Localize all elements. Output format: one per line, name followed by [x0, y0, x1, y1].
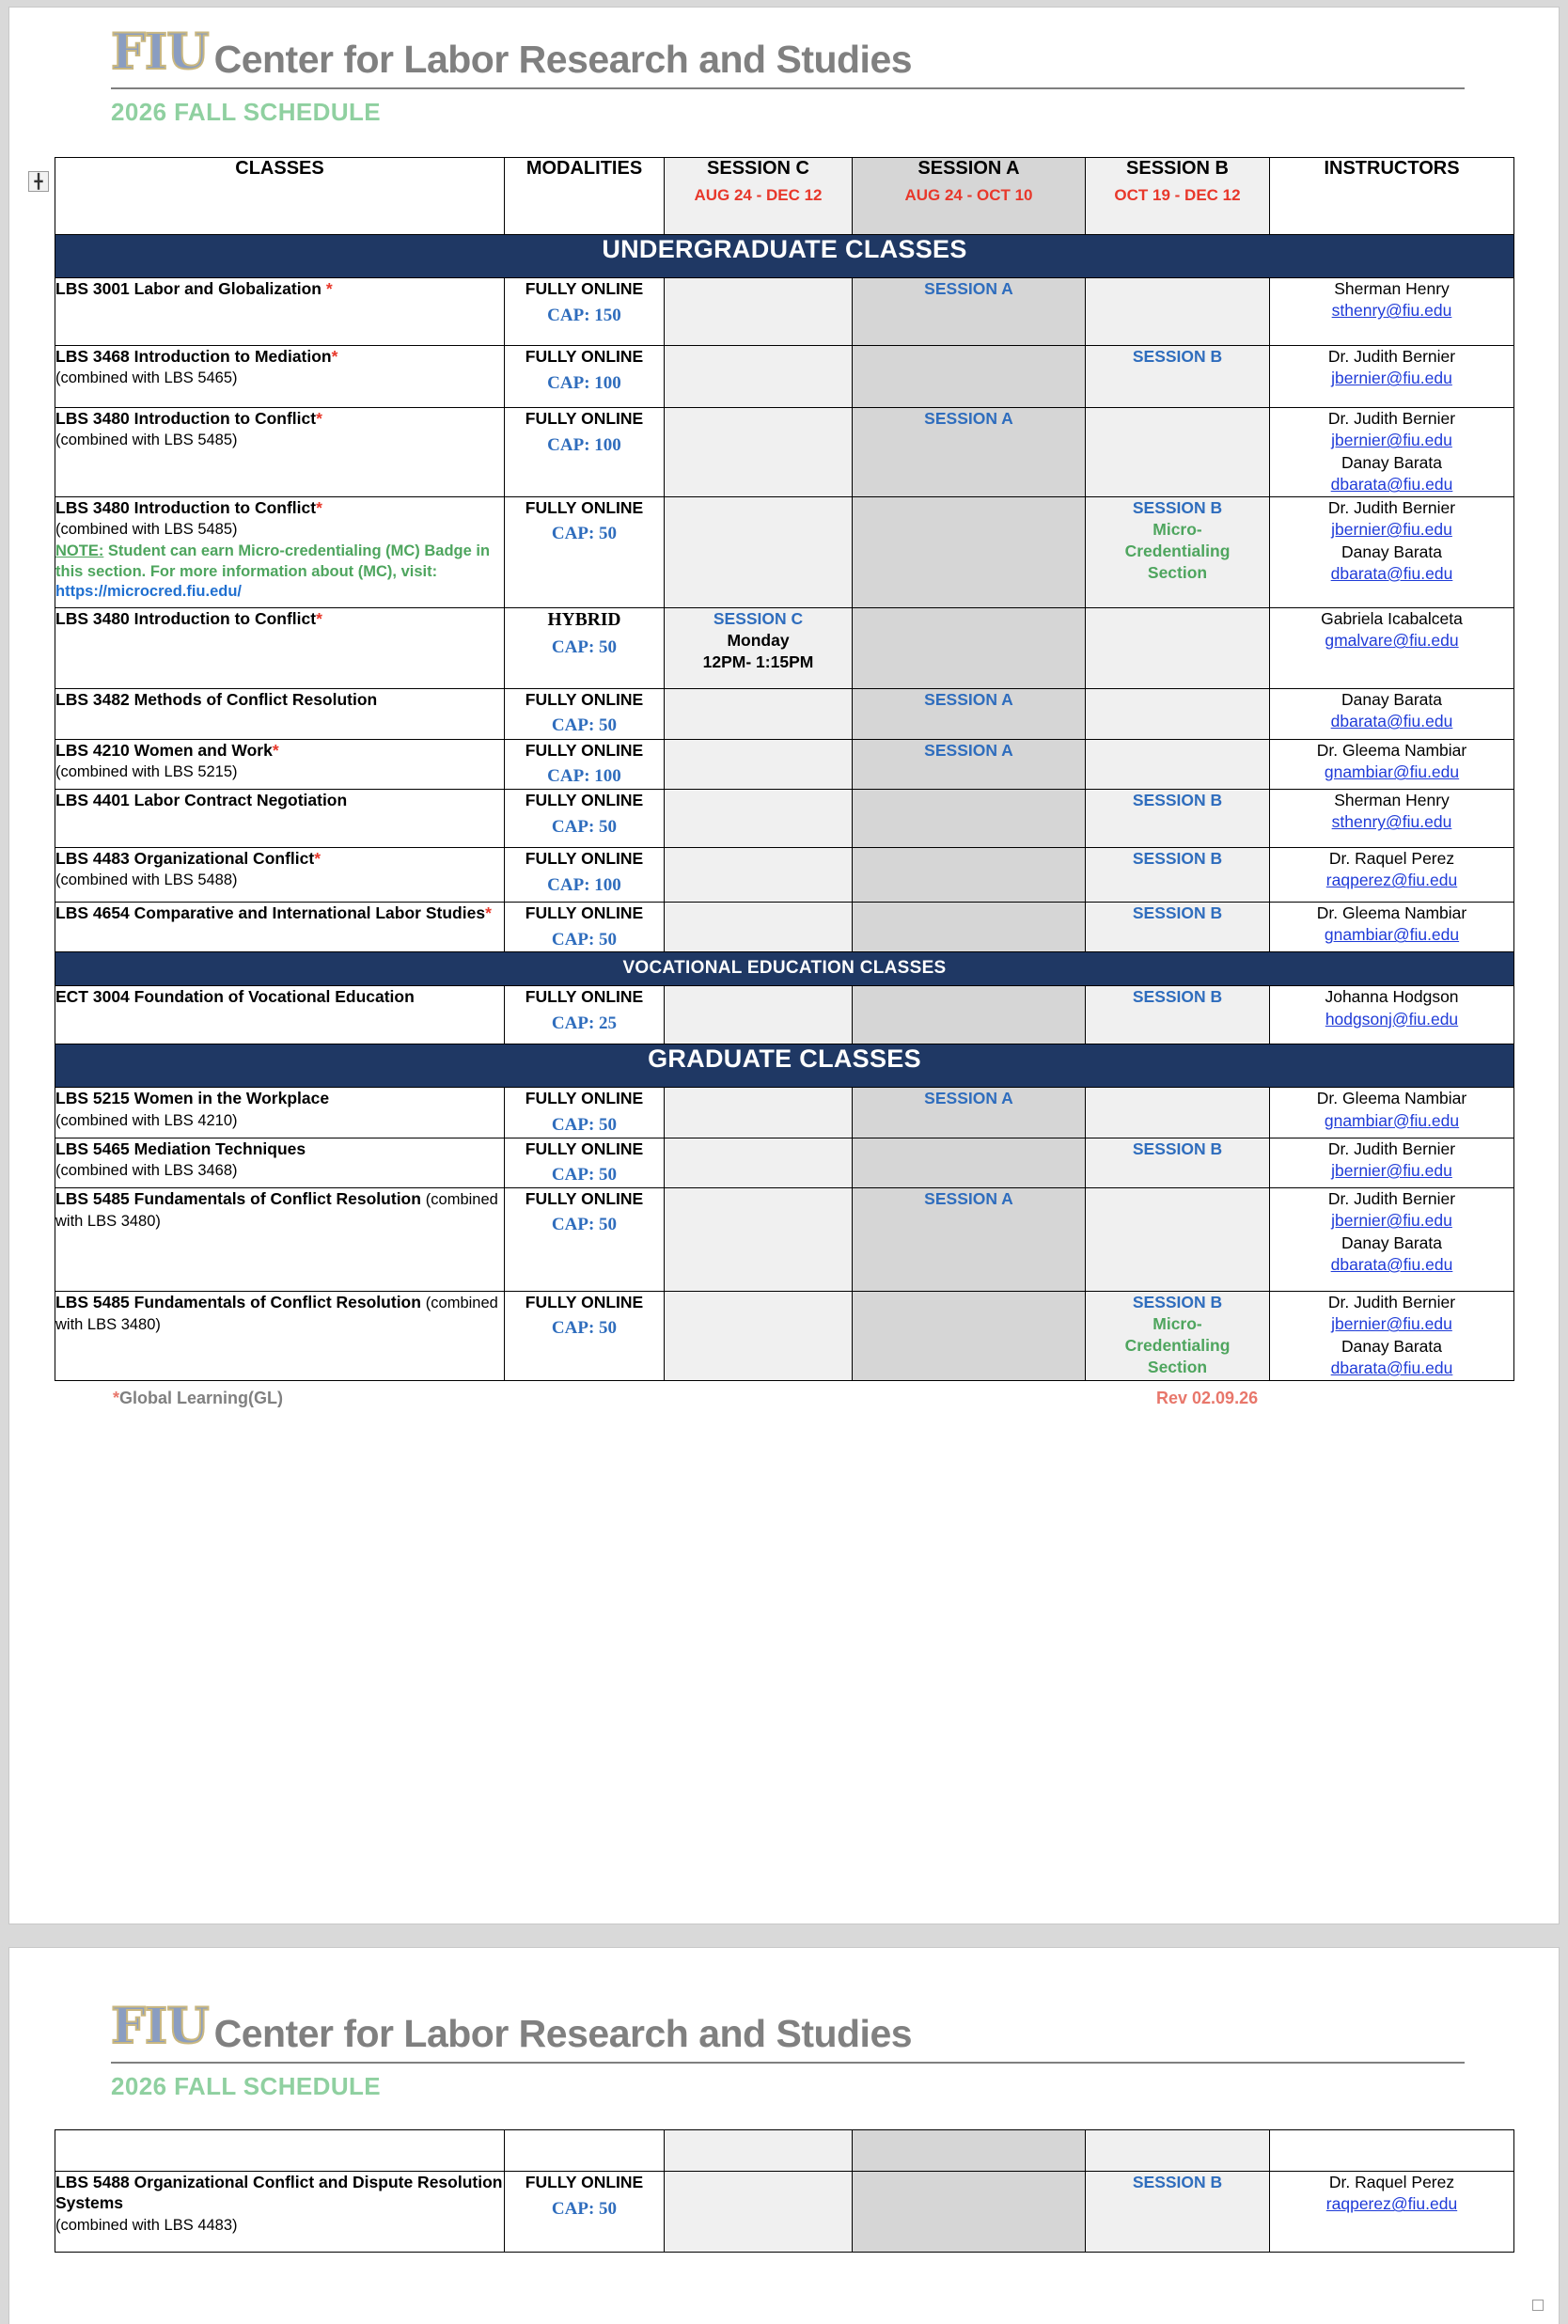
session-tag: SESSION B [1132, 1292, 1223, 1311]
table-row [55, 346, 1514, 408]
instructors-cell [1270, 1187, 1514, 1291]
table-row [55, 2172, 1514, 2253]
table-row [55, 1138, 1514, 1187]
modality-label: FULLY ONLINE [525, 1089, 644, 1108]
modality-cell [505, 903, 665, 952]
table-body [55, 235, 1514, 1381]
class-cell [55, 2172, 505, 2253]
header-divider [111, 2062, 1465, 2064]
session-tag: SESSION C [713, 608, 804, 628]
session-tag: SESSION B [1132, 2173, 1223, 2191]
instructor-email[interactable]: dbarata@fiu.edu [1330, 564, 1453, 584]
session-c-cell [665, 278, 853, 346]
session-c-cell [665, 2130, 853, 2172]
instructor-name: Danay Barata [1341, 689, 1442, 709]
capacity-label: CAP: 150 [547, 305, 621, 325]
class-title: LBS 5488 Organizational Conflict and Dispute Resolution Systems [55, 2173, 503, 2213]
session-tag: SESSION B [1132, 497, 1223, 517]
instructor-name: Sherman Henry [1334, 279, 1450, 298]
col-header-session-b: SESSION B OCT 19 - DEC 12 [1086, 158, 1270, 235]
session-a-cell [853, 2172, 1086, 2253]
capacity-label: CAP: 50 [551, 1165, 618, 1186]
global-learning-asterisk: * [316, 608, 322, 628]
class-cell [55, 2130, 505, 2172]
document-header-2 [9, 1948, 1559, 2101]
class-subtitle: (combined with LBS 3480) [55, 1294, 498, 1333]
capacity-label: CAP: 50 [551, 929, 618, 950]
micro-credentialing-label: Section [1147, 1358, 1208, 1377]
class-title: LBS 3001 Labor and Globalization [55, 279, 326, 298]
micro-credentialing-label: Micro- [1152, 519, 1202, 539]
capacity-label: CAP: 100 [547, 372, 621, 393]
document-page-2 [9, 1948, 1559, 2324]
section-banner-row [55, 235, 1514, 278]
schedule-label: 2026 FALL SCHEDULE [111, 2072, 382, 2100]
session-b-cell [1086, 848, 1270, 903]
instructor-email[interactable]: jbernier@fiu.edu [1331, 431, 1452, 450]
instructor-email[interactable]: gmalvare@fiu.edu [1325, 631, 1459, 651]
session-a-cell [853, 346, 1086, 408]
capacity-label: CAP: 50 [551, 816, 618, 837]
instructors-cell [1270, 1088, 1514, 1138]
instructor-name: Dr. Judith Bernier [1327, 409, 1456, 428]
class-title: LBS 3468 Introduction to Mediation [55, 347, 332, 366]
class-cell [55, 1291, 505, 1380]
class-subtitle: (combined with LBS 3468) [55, 1161, 238, 1179]
class-title: LBS 5485 Fundamentals of Conflict Resolution [55, 1292, 426, 1311]
instructor-name: Danay Barata [1341, 452, 1442, 472]
table-row [55, 408, 1514, 497]
session-tag: SESSION B [1132, 849, 1223, 869]
session-tag: SESSION A [924, 279, 1013, 298]
class-cell [55, 278, 505, 346]
instructor-email[interactable]: raqperez@fiu.edu [1325, 2194, 1458, 2214]
meeting-time: 12PM- 1:15PM [702, 652, 814, 671]
table-row [55, 607, 1514, 688]
global-learning-legend: *Global Learning(GL) [113, 1388, 284, 1407]
session-a-cell [853, 790, 1086, 848]
instructors-cell [1270, 790, 1514, 848]
table-body-continued [55, 2130, 1514, 2253]
instructors-cell [1270, 496, 1514, 607]
class-cell [55, 739, 505, 789]
session-c-cell [665, 1291, 853, 1380]
class-cell [55, 848, 505, 903]
session-c-cell [665, 2172, 853, 2253]
instructors-cell [1270, 739, 1514, 789]
instructor-email[interactable]: dbarata@fiu.edu [1330, 1358, 1453, 1378]
capacity-label: CAP: 100 [547, 874, 621, 895]
modality-label: FULLY ONLINE [525, 1292, 644, 1311]
class-title: LBS 4654 Comparative and International Labor Studies [55, 903, 486, 923]
document-footer [55, 1389, 1513, 1426]
session-b-cell [1086, 903, 1270, 952]
class-cell [55, 986, 505, 1044]
schedule-table [55, 157, 1514, 1381]
section-banner-row [55, 952, 1514, 986]
modality-cell [505, 2130, 665, 2172]
session-c-cell [665, 346, 853, 408]
micro-credentialing-label: Section [1147, 563, 1208, 583]
modality-cell [505, 607, 665, 688]
instructors-cell [1270, 346, 1514, 408]
session-a-cell [853, 739, 1086, 789]
class-title: LBS 3480 Introduction to Conflict [55, 409, 317, 428]
capacity-label: CAP: 50 [551, 637, 618, 658]
session-a-cell [853, 607, 1086, 688]
table-row [55, 1187, 1514, 1291]
instructor-name: Danay Barata [1341, 1233, 1442, 1252]
session-c-cell [665, 790, 853, 848]
class-cell [55, 346, 505, 408]
instructor-name: Dr. Gleema Nambiar [1316, 740, 1467, 760]
header-divider [111, 87, 1465, 89]
section-banner: UNDERGRADUATE CLASSES [55, 235, 1514, 278]
instructor-name: Dr. Judith Bernier [1327, 497, 1456, 517]
modality-cell [505, 1291, 665, 1380]
session-tag: SESSION A [924, 1188, 1013, 1208]
instructor-email[interactable]: jbernier@fiu.edu [1331, 520, 1452, 540]
session-b-cell [1086, 739, 1270, 789]
table-row [55, 496, 1514, 607]
global-learning-asterisk: * [316, 497, 322, 517]
instructor-name: Dr. Raquel Perez [1328, 849, 1455, 869]
fiu-logo: FIU [111, 24, 209, 81]
session-tag: SESSION A [924, 740, 1013, 760]
section-banner: GRADUATE CLASSES [55, 1044, 1514, 1088]
instructor-email[interactable]: dbarata@fiu.edu [1330, 1255, 1453, 1275]
class-subtitle: (combined with LBS 3480) [55, 1190, 498, 1230]
table-header [55, 158, 1514, 235]
class-cell [55, 1138, 505, 1187]
session-c-dates: AUG 24 - DEC 12 [694, 186, 823, 204]
instructor-email[interactable]: jbernier@fiu.edu [1331, 1211, 1452, 1231]
global-learning-asterisk: * [325, 279, 333, 298]
class-cell [55, 903, 505, 952]
session-b-dates: OCT 19 - DEC 12 [1114, 186, 1241, 204]
class-title: LBS 4401 Labor Contract Negotiation [55, 791, 348, 810]
modality-label: FULLY ONLINE [525, 689, 644, 709]
session-b-cell [1086, 1187, 1270, 1291]
document-page-1 [9, 8, 1559, 1924]
modality-cell [505, 848, 665, 903]
class-subtitle: (combined with LBS 4483) [55, 2216, 238, 2234]
instructor-name: Gabriela Icabalceta [1321, 608, 1463, 628]
modality-cell [505, 1138, 665, 1187]
modality-cell [505, 408, 665, 497]
micro-credentialing-label: Credentialing [1124, 541, 1231, 560]
modality-label: FULLY ONLINE [525, 1188, 644, 1208]
global-learning-asterisk: * [272, 740, 279, 760]
capacity-label: CAP: 50 [551, 1215, 618, 1235]
table-row [55, 739, 1514, 789]
session-c-cell [665, 408, 853, 497]
microcred-link[interactable]: https://microcred.fiu.edu/ [55, 583, 243, 601]
modality-label: FULLY ONLINE [525, 497, 644, 517]
instructors-cell [1270, 2172, 1514, 2253]
modality-label: FULLY ONLINE [525, 2173, 644, 2191]
table-row [55, 790, 1514, 848]
revision-date: Rev 02.09.26 [1156, 1388, 1259, 1407]
instructors-cell [1270, 986, 1514, 1044]
table-row [55, 1088, 1514, 1138]
class-title: LBS 5485 Fundamentals of Conflict Resolution [55, 1188, 426, 1208]
instructors-cell [1270, 607, 1514, 688]
instructor-email[interactable]: sthenry@fiu.edu [1331, 301, 1452, 321]
capacity-label: CAP: 50 [551, 2198, 618, 2219]
instructor-email[interactable]: jbernier@fiu.edu [1331, 1160, 1452, 1180]
instructor-email[interactable]: sthenry@fiu.edu [1331, 812, 1452, 832]
instructor-email[interactable]: hodgsonj@fiu.edu [1325, 1009, 1459, 1029]
class-cell [55, 496, 505, 607]
modality-cell [505, 278, 665, 346]
session-a-cell [853, 688, 1086, 739]
modality-label: FULLY ONLINE [525, 1138, 644, 1158]
capacity-label: CAP: 100 [547, 766, 621, 787]
global-learning-text: Global Learning(GL) [119, 1388, 284, 1407]
session-b-cell [1086, 607, 1270, 688]
class-title: LBS 3482 Methods of Conflict Resolution [55, 689, 378, 709]
class-cell [55, 408, 505, 497]
modality-cell [505, 1088, 665, 1138]
table-row-spacer [55, 2130, 1514, 2172]
session-a-cell [853, 1138, 1086, 1187]
instructor-name: Dr. Judith Bernier [1327, 1138, 1456, 1158]
instructor-email[interactable]: raqperez@fiu.edu [1325, 871, 1458, 890]
modality-label: FULLY ONLINE [525, 849, 644, 869]
session-c-cell [665, 739, 853, 789]
session-a-dates: AUG 24 - OCT 10 [904, 186, 1033, 204]
micro-credentialing-label: Credentialing [1124, 1336, 1231, 1355]
instructor-name: Dr. Judith Bernier [1327, 347, 1456, 366]
instructor-email[interactable]: dbarata@fiu.edu [1330, 712, 1453, 731]
capacity-label: CAP: 50 [551, 524, 618, 544]
session-b-cell [1086, 1291, 1270, 1380]
modality-cell [505, 986, 665, 1044]
table-row [55, 688, 1514, 739]
session-b-cell [1086, 2130, 1270, 2172]
class-title: LBS 4210 Women and Work [55, 740, 273, 760]
instructor-email[interactable]: gnambiar@fiu.edu [1324, 925, 1460, 945]
instructor-name: Danay Barata [1341, 1336, 1442, 1356]
instructors-cell [1270, 2130, 1514, 2172]
page-title: Center for Labor Research and Studies [213, 2012, 913, 2055]
capacity-label: CAP: 50 [551, 1114, 618, 1135]
class-subtitle: (combined with LBS 5488) [55, 872, 238, 889]
instructors-cell [1270, 688, 1514, 739]
class-title: LBS 5465 Mediation Techniques [55, 1138, 306, 1158]
session-c-cell [665, 496, 853, 607]
instructor-email[interactable]: jbernier@fiu.edu [1331, 369, 1452, 388]
class-cell [55, 1187, 505, 1291]
instructors-cell [1270, 408, 1514, 497]
session-tag: SESSION B [1132, 987, 1223, 1007]
col-header-session-a: SESSION A AUG 24 - OCT 10 [853, 158, 1086, 235]
session-b-cell [1086, 790, 1270, 848]
session-tag: SESSION B [1132, 347, 1223, 366]
class-cell [55, 607, 505, 688]
session-b-cell [1086, 278, 1270, 346]
session-a-cell [853, 986, 1086, 1044]
table-row [55, 278, 1514, 346]
session-tag: SESSION A [924, 409, 1013, 428]
instructor-name: Dr. Judith Bernier [1327, 1188, 1456, 1208]
session-c-cell [665, 1088, 853, 1138]
session-c-cell [665, 1187, 853, 1291]
session-a-cell [853, 2130, 1086, 2172]
modality-label: FULLY ONLINE [525, 347, 644, 366]
col-header-instructors: INSTRUCTORS [1270, 158, 1514, 235]
session-a-cell [853, 278, 1086, 346]
instructors-cell [1270, 903, 1514, 952]
session-tag: SESSION A [924, 689, 1013, 709]
session-a-cell [853, 1291, 1086, 1380]
page-title: Center for Labor Research and Studies [213, 38, 913, 81]
global-learning-asterisk: * [314, 849, 321, 869]
instructor-name: Dr. Gleema Nambiar [1316, 903, 1467, 923]
session-a-cell [853, 1187, 1086, 1291]
global-learning-asterisk: * [316, 409, 322, 428]
modality-label: FULLY ONLINE [525, 279, 644, 298]
modality-cell [505, 1187, 665, 1291]
instructors-cell [1270, 1138, 1514, 1187]
class-title: LBS 3480 Introduction to Conflict [55, 497, 317, 517]
session-b-cell [1086, 1088, 1270, 1138]
document-header [9, 8, 1559, 127]
meeting-time: Monday [727, 630, 790, 650]
capacity-label: CAP: 25 [551, 1013, 618, 1033]
modality-label: FULLY ONLINE [525, 409, 644, 428]
capacity-label: CAP: 50 [551, 1318, 618, 1339]
section-banner: VOCATIONAL EDUCATION CLASSES [55, 952, 1514, 986]
col-header-session-c: SESSION C AUG 24 - DEC 12 [665, 158, 853, 235]
global-learning-asterisk: * [331, 347, 338, 366]
class-subtitle: (combined with LBS 4210) [55, 1111, 238, 1129]
modality-cell [505, 739, 665, 789]
table-row [55, 903, 1514, 952]
capacity-label: CAP: 50 [551, 715, 618, 736]
modality-label: HYBRID [547, 609, 621, 630]
table-row [55, 986, 1514, 1044]
global-learning-asterisk: * [485, 903, 492, 923]
class-title: ECT 3004 Foundation of Vocational Education [55, 987, 415, 1007]
instructors-cell [1270, 278, 1514, 346]
modality-label: FULLY ONLINE [525, 740, 644, 760]
class-title: LBS 4483 Organizational Conflict [55, 849, 315, 869]
class-title: LBS 5215 Women in the Workplace [55, 1089, 330, 1108]
instructors-cell [1270, 1291, 1514, 1380]
class-cell [55, 1088, 505, 1138]
session-c-cell [665, 903, 853, 952]
instructor-email[interactable]: dbarata@fiu.edu [1330, 475, 1453, 495]
instructor-name: Sherman Henry [1334, 791, 1450, 810]
col-header-classes: CLASSES [55, 158, 505, 235]
micro-credential-note: NOTE: Student can earn Micro-credentialing (MC) Badge in this section. For more information about (MC), visit: https://microcred.fiu.edu/ [55, 542, 491, 601]
section-banner-row [55, 1044, 1514, 1088]
instructor-name: Danay Barata [1341, 542, 1442, 561]
class-title: LBS 3480 Introduction to Conflict [55, 608, 317, 628]
session-tag: SESSION B [1132, 1138, 1223, 1158]
modality-cell [505, 2172, 665, 2253]
session-a-cell [853, 848, 1086, 903]
instructor-name: Dr. Gleema Nambiar [1316, 1089, 1467, 1108]
session-b-cell [1086, 408, 1270, 497]
instructor-email[interactable]: jbernier@fiu.edu [1331, 1314, 1452, 1334]
session-c-cell [665, 848, 853, 903]
modality-label: FULLY ONLINE [525, 903, 644, 923]
class-cell [55, 688, 505, 739]
session-a-cell [853, 1088, 1086, 1138]
session-b-cell [1086, 346, 1270, 408]
instructors-cell [1270, 848, 1514, 903]
col-header-modalities: MODALITIES [505, 158, 665, 235]
modality-cell [505, 688, 665, 739]
schedule-table-continued [55, 2129, 1514, 2253]
table-row [55, 848, 1514, 903]
modality-cell [505, 790, 665, 848]
modality-label: FULLY ONLINE [525, 987, 644, 1007]
micro-credentialing-label: Micro- [1152, 1313, 1202, 1333]
class-cell [55, 790, 505, 848]
class-subtitle: (combined with LBS 5485) [55, 432, 238, 449]
class-subtitle: (combined with LBS 5465) [55, 369, 238, 387]
modality-cell [505, 346, 665, 408]
capacity-label: CAP: 100 [547, 434, 621, 455]
table-move-handle[interactable]: ╋ [28, 171, 49, 192]
session-a-cell [853, 903, 1086, 952]
session-tag: SESSION B [1132, 903, 1223, 923]
session-c-cell [665, 1138, 853, 1187]
class-subtitle: (combined with LBS 5215) [55, 763, 238, 781]
instructor-email[interactable]: gnambiar@fiu.edu [1324, 762, 1460, 782]
session-b-cell [1086, 986, 1270, 1044]
session-a-cell [853, 408, 1086, 497]
table-row [55, 1291, 1514, 1380]
session-c-cell [665, 607, 853, 688]
session-c-cell [665, 688, 853, 739]
fiu-logo: FIU [111, 1998, 209, 2055]
instructor-name: Dr. Raquel Perez [1328, 2173, 1455, 2191]
session-b-cell [1086, 2172, 1270, 2253]
session-c-cell [665, 986, 853, 1044]
resize-corner-icon[interactable] [1532, 2300, 1544, 2311]
session-b-cell [1086, 1138, 1270, 1187]
instructor-name: Johanna Hodgson [1325, 987, 1459, 1007]
session-tag: SESSION A [924, 1089, 1013, 1108]
schedule-label: 2026 FALL SCHEDULE [111, 98, 382, 126]
class-subtitle: (combined with LBS 5485) [55, 521, 238, 539]
modality-cell [505, 496, 665, 607]
session-tag: SESSION B [1132, 791, 1223, 810]
instructor-name: Dr. Judith Bernier [1327, 1292, 1456, 1311]
instructor-email[interactable]: gnambiar@fiu.edu [1324, 1110, 1460, 1130]
session-b-cell [1086, 688, 1270, 739]
session-b-cell [1086, 496, 1270, 607]
session-a-cell [853, 496, 1086, 607]
modality-label: FULLY ONLINE [525, 791, 644, 810]
